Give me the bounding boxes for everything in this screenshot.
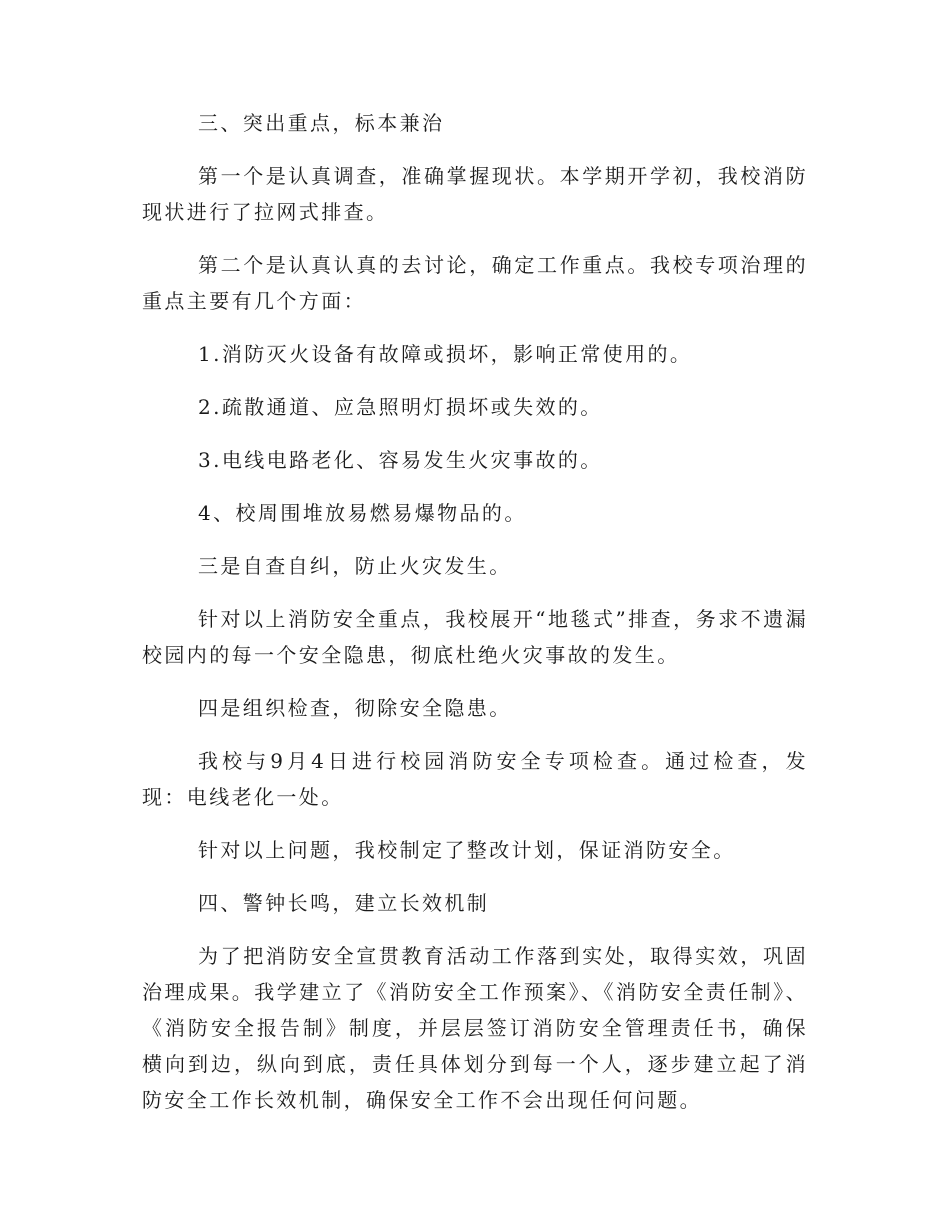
- document-body: [142, 105, 808, 1135]
- list-item-3: 3.电线电路老化、容易发生火灾事故的。: [198, 448, 603, 472]
- paragraph-rectification: 针对以上问题，我校制定了整改计划，保证消防安全。: [198, 838, 736, 862]
- paragraph-carpet-inspection: 针对以上消防安全重点，我校展开“地毯式”排查，务求不遗漏校园内的每一个安全隐患，彻底杜绝火灾事故的发生。: [142, 607, 808, 667]
- paragraph-inspection-result: 我校与9月4日进行校园消防安全专项检查。通过检查，发现：电线老化一处。: [142, 749, 808, 809]
- list-item-2: 2.疏散通道、应急照明灯损坏或失效的。: [198, 395, 603, 419]
- list-item-1: 1.消防灭火设备有故障或损坏，影响正常使用的。: [198, 342, 693, 366]
- list-item-4: 4、校周围堆放易燃易爆物品的。: [198, 501, 527, 525]
- paragraph-self-check: 三是自查自纠，防止火灾发生。: [198, 554, 512, 578]
- section-heading-3: 三、突出重点，标本兼治: [198, 111, 445, 135]
- paragraph-investigation: 第一个是认真调查，准确掌握现状。本学期开学初，我校消防现状进行了拉网式排查。: [142, 164, 808, 224]
- paragraph-long-term-mechanism: 为了把消防安全宣贯教育活动工作落到实处，取得实效，巩固治理成果。我学建立了《消防安全工作预案》、《消防安全责任制》、《消防安全报告制》制度，并层层签订消防安全管理责任书，确保横向到边，纵向到底，责任具体划分到每一个人，逐步建立起了消防安全工作长效机制，确保安全工作不会出现任何问题。: [142, 944, 808, 1112]
- section-heading-4: 四、警钟长鸣，建立长效机制: [198, 891, 490, 915]
- paragraph-organize-inspection: 四是组织检查，彻除安全隐患。: [198, 696, 512, 720]
- paragraph-discussion: 第二个是认真认真的去讨论，确定工作重点。我校专项治理的重点主要有几个方面：: [142, 253, 808, 313]
